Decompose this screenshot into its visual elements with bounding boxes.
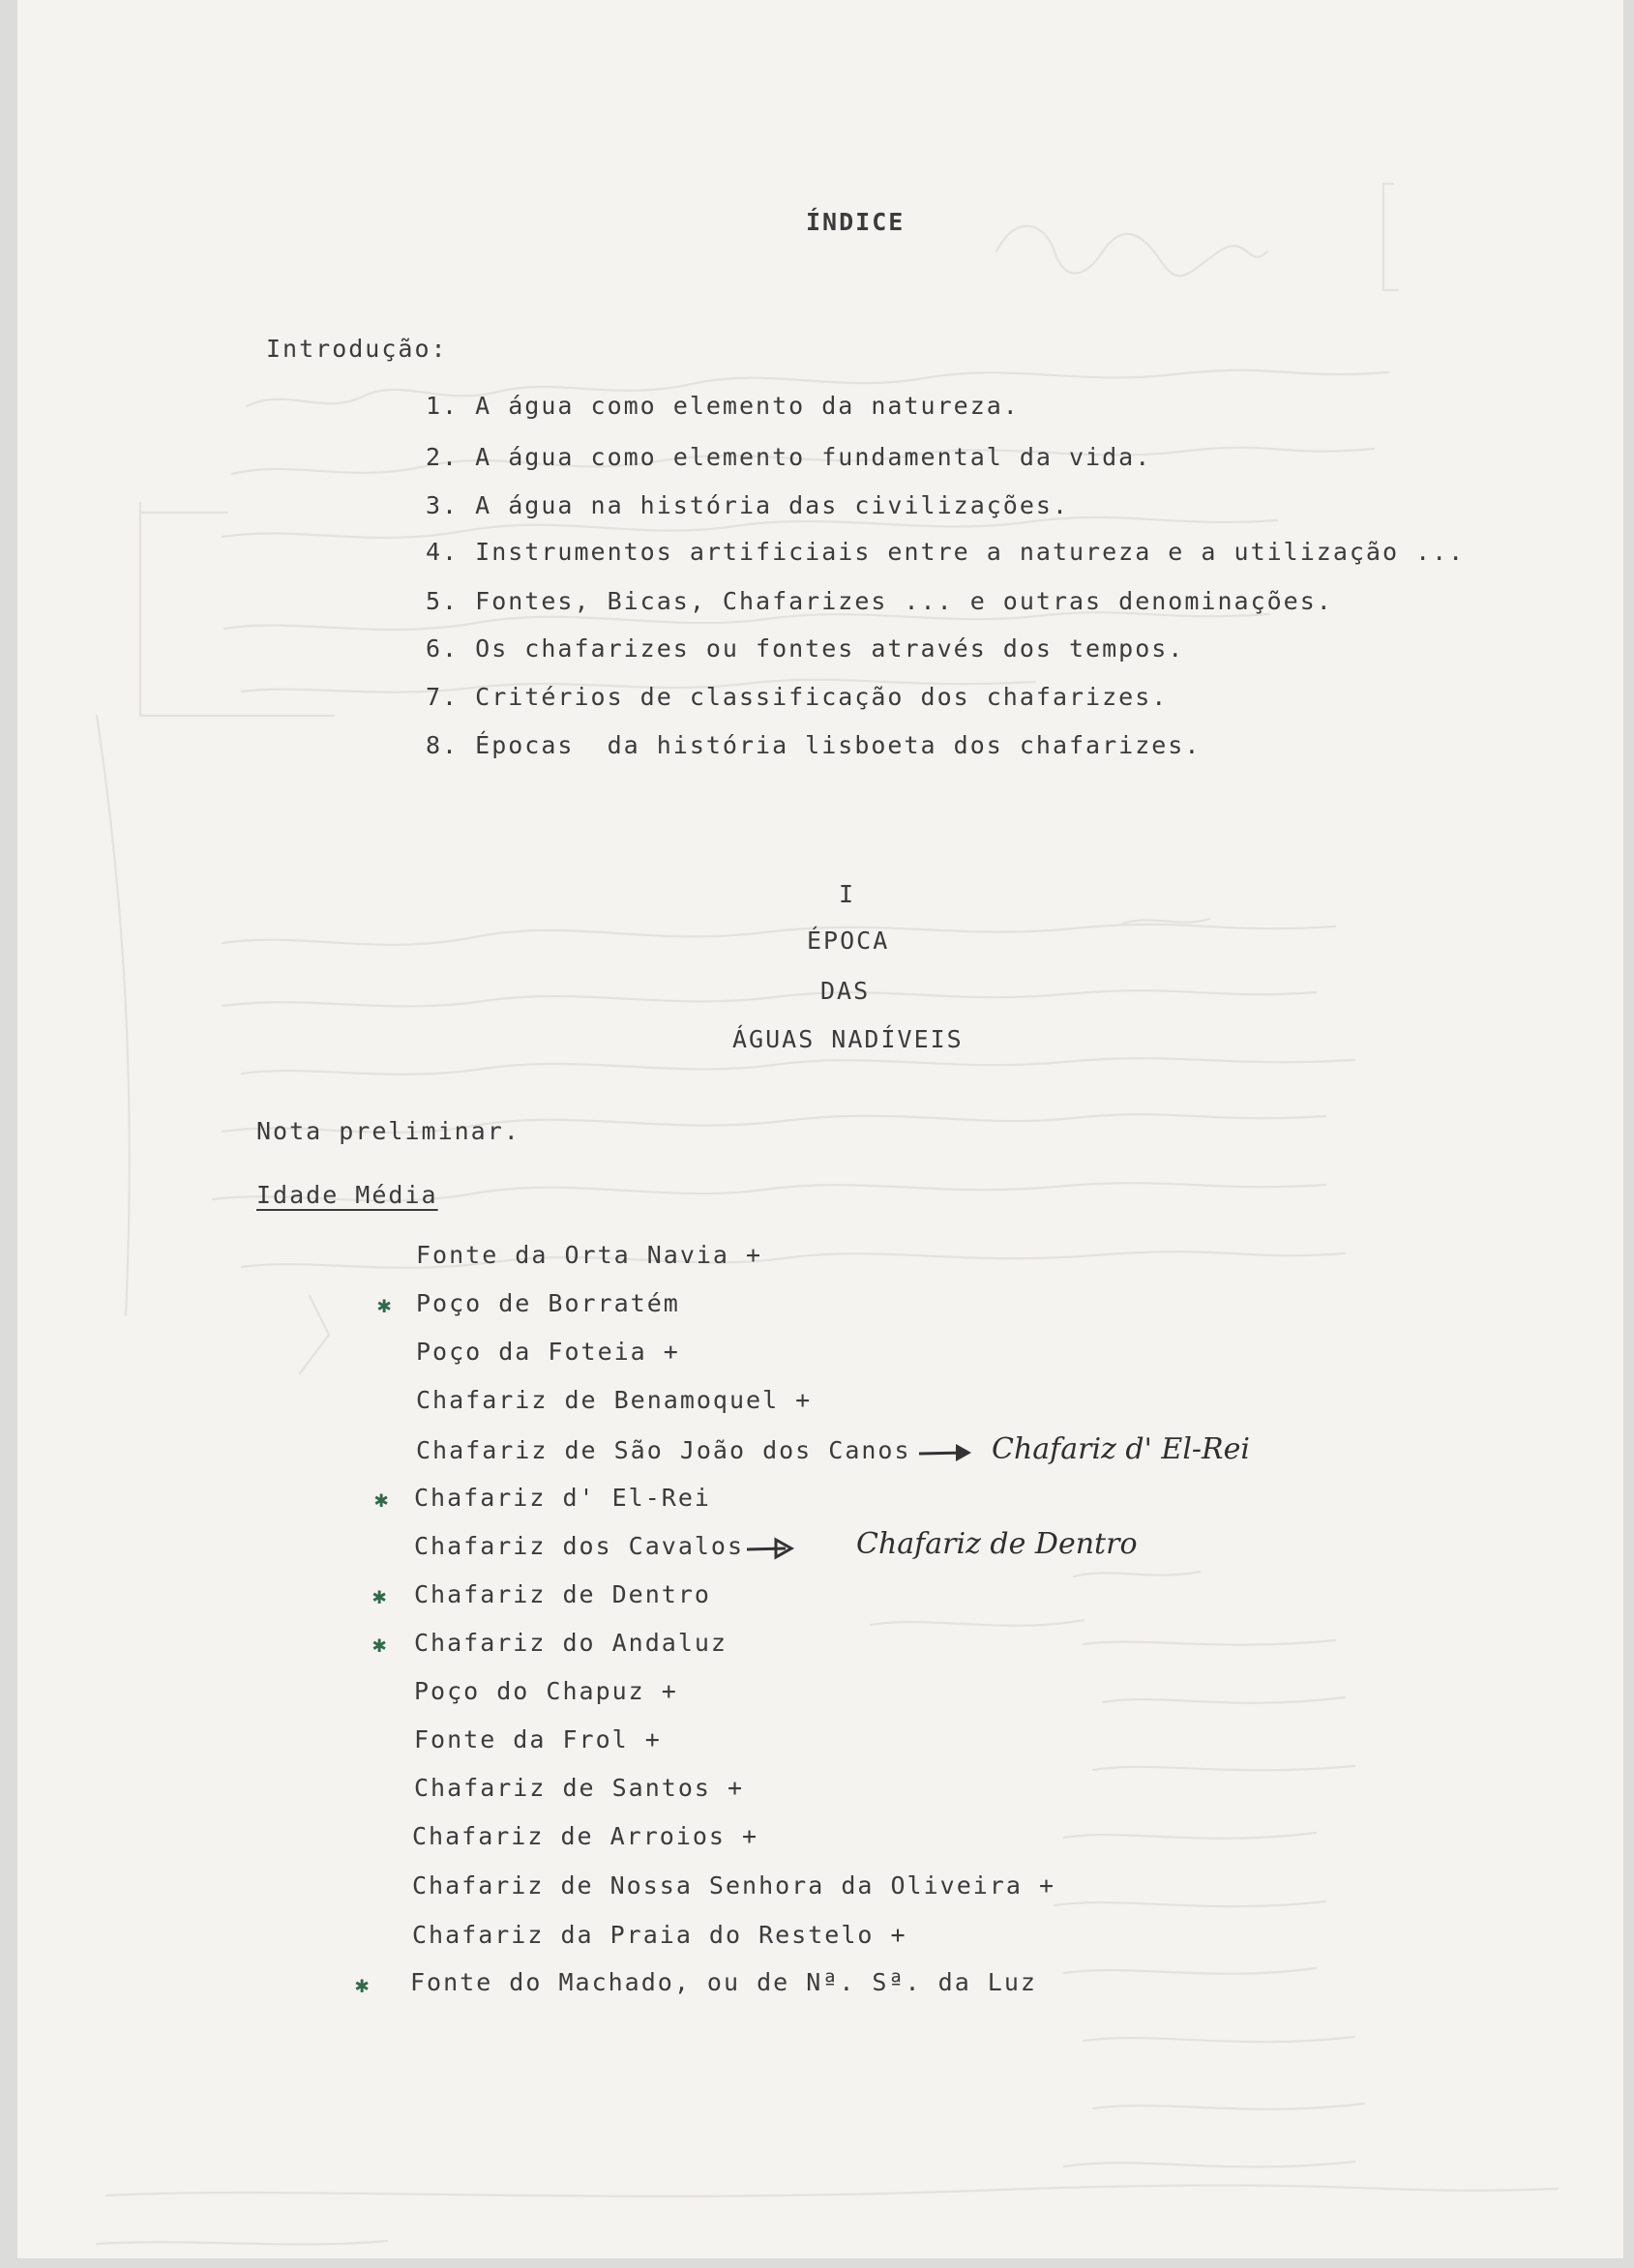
handwritten-note: Chafariz d' El-Rei — [992, 1432, 1250, 1466]
intro-item: 7. Critérios de classificação dos chafarizes. — [426, 683, 1169, 711]
entry: Chafariz de Benamoquel + — [416, 1386, 813, 1414]
handwritten-note: Chafariz de Dentro — [856, 1527, 1138, 1561]
section-heading-line: DAS — [820, 977, 871, 1005]
intro-item: 6. Os chafarizes ou fontes através dos tempos. — [426, 634, 1185, 663]
entry: Poço da Foteia + — [416, 1338, 680, 1366]
intro-item: 3. A água na história das civilizações. — [426, 491, 1069, 519]
intro-item: 1. A água como elemento da natureza. — [426, 392, 1020, 420]
entry: Chafariz d' El-Rei — [414, 1484, 711, 1512]
intro-item: 5. Fontes, Bicas, Chafarizes ... e outras denominações. — [426, 587, 1333, 615]
entry: Fonte do Machado, ou de Nª. Sª. da Luz — [410, 1968, 1037, 1996]
asterisk-marker-icon: ✱ — [372, 1631, 387, 1658]
asterisk-marker-icon: ✱ — [377, 1291, 392, 1318]
asterisk-marker-icon: ✱ — [372, 1582, 387, 1609]
section-numeral: I — [839, 880, 856, 908]
entry: Fonte da Orta Navia + — [416, 1241, 763, 1269]
preliminary-note: Nota preliminar. — [256, 1117, 520, 1145]
entry: Chafariz de Nossa Senhora da Oliveira + — [412, 1871, 1055, 1900]
section-heading-line: ÉPOCA — [807, 927, 890, 955]
intro-item: 4. Instrumentos artificiais entre a natureza e a utilização ... — [426, 538, 1466, 566]
arrow-right-icon — [917, 1441, 975, 1464]
entry: Chafariz de Arroios + — [412, 1822, 759, 1850]
entry: Fonte da Frol + — [414, 1725, 662, 1753]
entry: Poço de Borratém — [416, 1289, 680, 1317]
entry: Chafariz dos Cavalos — [414, 1532, 745, 1560]
asterisk-marker-icon: ✱ — [374, 1486, 389, 1513]
introduction-label: Introdução: — [266, 335, 448, 363]
asterisk-marker-icon: ✱ — [355, 1971, 370, 1998]
page-title: ÍNDICE — [806, 208, 906, 236]
entry: Chafariz de Dentro — [414, 1580, 711, 1608]
entry: Poço do Chapuz + — [414, 1677, 678, 1705]
entry: Chafariz de São João dos Canos — [416, 1436, 911, 1464]
section-heading-line: ÁGUAS NADÍVEIS — [732, 1025, 964, 1053]
intro-item: 2. A água como elemento fundamental da vida. — [426, 443, 1152, 471]
period-heading: Idade Média — [256, 1181, 438, 1209]
arrow-right-icon — [745, 1537, 795, 1560]
entry: Chafariz do Andaluz — [414, 1629, 728, 1657]
intro-item: 8. Épocas da história lisboeta dos chafarizes. — [426, 731, 1202, 759]
entry: Chafariz da Praia do Restelo + — [412, 1921, 907, 1949]
entry: Chafariz de Santos + — [414, 1774, 745, 1802]
